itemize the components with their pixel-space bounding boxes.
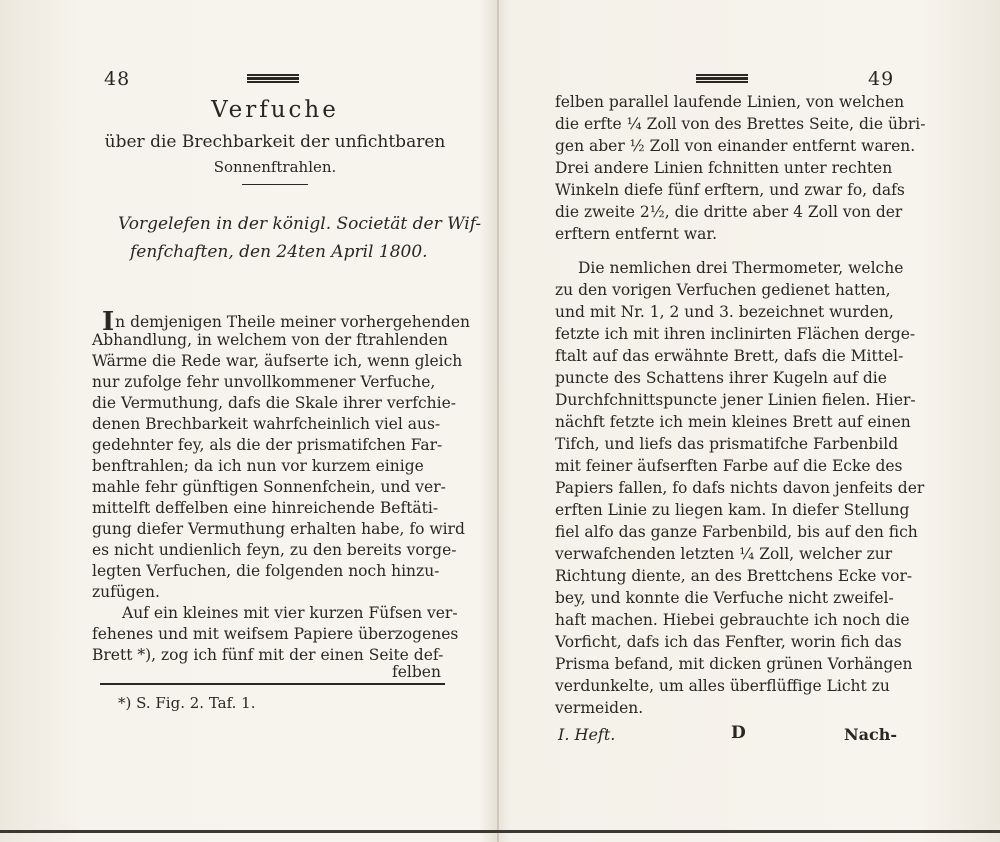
- drop-cap: I: [102, 307, 115, 337]
- body-line: und mit Nr. 1, 2 und 3. bezeichnet wurden,: [555, 303, 894, 321]
- body-line: gung diefer Vermuthung erhalten habe, fo wird: [92, 520, 465, 538]
- book-gutter: [497, 0, 499, 842]
- body-line: fehenes und mit weifsem Papiere überzogenes: [92, 625, 459, 643]
- body-line: bey, und konnte die Verfuche nicht zweifel-: [555, 589, 894, 607]
- body-line: Wärme die Rede war, äufserte ich, wenn gleich: [92, 352, 463, 370]
- body-line: Die nemlichen drei Thermometer, welche: [578, 259, 904, 277]
- body-line: felben parallel laufende Linien, von welchen: [555, 93, 905, 111]
- book-bottom-edge: [0, 830, 1000, 833]
- header-ornament-right: [696, 74, 748, 83]
- body-line: Abhandlung, in welchem von der ftrahlenden: [92, 331, 448, 349]
- body-line: Papiers fallen, fo dafs nichts davon jenfeits der: [555, 479, 925, 497]
- presentation-note-line: fenfchaften, den 24ten April 1800.: [130, 242, 428, 262]
- body-line: puncte des Schattens ihrer Kugeln auf die: [555, 369, 887, 387]
- body-line: denen Brechbarkeit wahrfcheinlich viel aus-: [92, 415, 441, 433]
- body-line: verwafchenden letzten ¼ Zoll, welcher zur: [555, 545, 893, 563]
- body-line: die zweite 2½, die dritte aber 4 Zoll von der: [555, 203, 903, 221]
- body-line: Brett *), zog ich fünf mit der einen Seite def-: [92, 646, 444, 664]
- body-line: erften Linie zu liegen kam. In diefer Stellung: [555, 501, 910, 519]
- body-line: Auf ein kleines mit vier kurzen Füfsen ver-: [122, 604, 458, 622]
- body-line: Richtung diente, an des Brettchens Ecke vor-: [555, 567, 913, 585]
- body-line: gen aber ½ Zoll von einander entfernt waren.: [555, 137, 916, 155]
- body-line: Tifch, und liefs das prismatifche Farbenbild: [555, 435, 899, 453]
- body-line: zufügen.: [92, 583, 160, 601]
- body-line-text: n demjenigen Theile meiner vorhergehenden: [115, 313, 470, 331]
- body-line: die erfte ¼ Zoll von des Brettes Seite, die übri-: [555, 115, 926, 133]
- signature-label: I. Heft.: [558, 725, 616, 744]
- body-line: legten Verfuchen, die folgenden noch hinzu-: [92, 562, 440, 580]
- header-ornament-left: [247, 74, 299, 83]
- page-number-right: 49: [868, 68, 895, 90]
- signature-mark: D: [731, 723, 746, 743]
- body-line: Durchfchnittspuncte jener Linien fielen. Hier-: [555, 391, 916, 409]
- body-line: fiel alfo das ganze Farbenbild, bis auf den fich: [555, 523, 918, 541]
- body-line: nächft fetzte ich mein kleines Brett auf einen: [555, 413, 911, 431]
- body-line: mahle fehr günftigen Sonnenfchein, und ver-: [92, 478, 446, 496]
- body-line: mittelft deffelben eine hinreichende Beftäti-: [92, 499, 439, 517]
- body-line: Prisma befand, mit dicken grünen Vorhängen: [555, 655, 913, 673]
- body-line: verdunkelte, um alles überflüffige Licht zu: [555, 677, 890, 695]
- body-line: felben: [392, 663, 441, 681]
- body-line: ftalt auf das erwähnte Brett, dafs die Mittel-: [555, 347, 904, 365]
- body-line: gedehnter fey, als die der prismatifchen Far-: [92, 436, 443, 454]
- page-number-left: 48: [104, 68, 131, 90]
- right-page: [500, 0, 1000, 842]
- footnote-rule: [100, 683, 445, 685]
- body-line: haft machen. Hiebei gebrauchte ich noch die: [555, 611, 910, 629]
- body-line: nur zufolge fehr unvollkommener Verfuche,: [92, 373, 436, 391]
- article-subtitle-continued: Sonnenftrahlen.: [213, 158, 337, 176]
- body-line: mit feiner äufserften Farbe auf die Ecke des: [555, 457, 903, 475]
- title-rule: [242, 184, 308, 185]
- body-line: Winkeln diefe fünf erftern, und zwar fo, dafs: [555, 181, 905, 199]
- body-line: fetzte ich mit ihren inclinirten Flächen derge-: [555, 325, 916, 343]
- body-line: Vorficht, dafs ich das Fenfter, worin fich das: [555, 633, 902, 651]
- body-line: erftern entfernt war.: [555, 225, 718, 243]
- footnote: *) S. Fig. 2. Taf. 1.: [118, 694, 256, 712]
- body-line: es nicht undienlich feyn, zu den bereits vorge-: [92, 541, 457, 559]
- body-line: zu den vorigen Verfuchen gedienet hatten,: [555, 281, 891, 299]
- presentation-note-line: Vorgelefen in der königl. Societät der Wif-: [118, 214, 482, 234]
- body-line: die Vermuthung, dafs die Skale ihrer verfchie-: [92, 394, 457, 412]
- body-line: vermeiden.: [555, 699, 644, 717]
- left-page: [0, 0, 497, 842]
- article-subtitle: über die Brechbarkeit der unfichtbaren: [104, 132, 446, 152]
- body-line: benftrahlen; da ich nun vor kurzem einige: [92, 457, 424, 475]
- body-line: Drei andere Linien fchnitten unter rechten: [555, 159, 893, 177]
- catchword: Nach-: [844, 725, 898, 744]
- article-title: Verfuche: [211, 97, 339, 123]
